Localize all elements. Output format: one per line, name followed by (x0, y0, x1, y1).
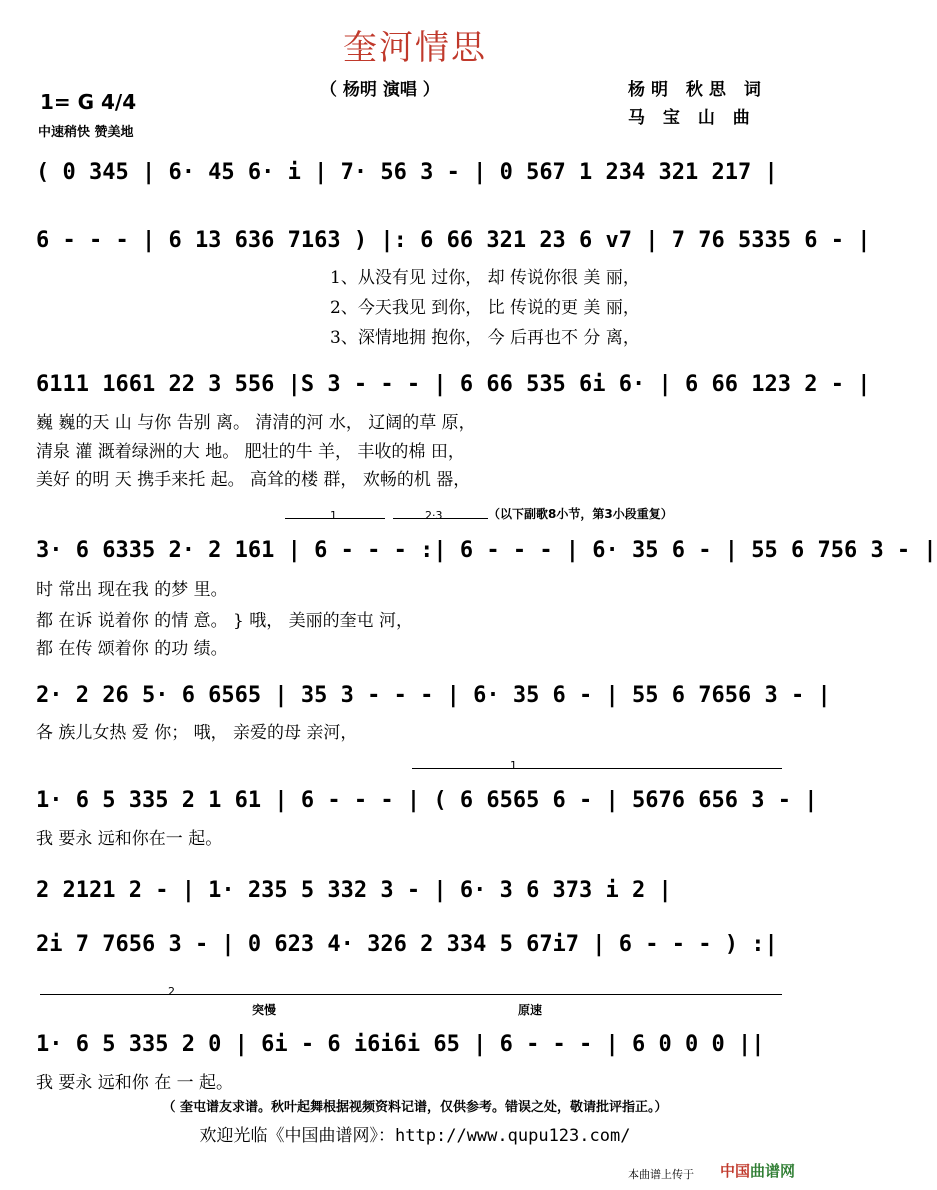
volta-1: 1 (330, 509, 337, 522)
lyric-line-4-3: 都 在传 颂着你 的功 绩。 (36, 639, 228, 659)
tempo-original: 原速 (518, 1003, 543, 1017)
lyric-line-3-3: 美好 的明 天 携手来托 起。 高耸的楼 群， 欢畅的机 器， (36, 470, 471, 490)
logo-part-b: 曲谱网 (750, 1162, 796, 1180)
tempo-slow: 突慢 (252, 1003, 277, 1017)
lyric-line-5-1: 各 族儿女热 爱 你； 哦， 亲爱的母 亲河， (36, 723, 358, 743)
lyric-line-3-2: 清泉 灌 溉着绿洲的大 地。 肥壮的牛 羊， 丰收的棉 田， (36, 442, 465, 462)
composer-credit: 马 宝 山 曲 (628, 108, 756, 128)
notation-line-5: 2· 2 26 5· 6 6565 | 35 3 - - - | 6· 35 6 - | 55 6 7656 3 - | (36, 683, 831, 708)
key-signature: 1= G 4/4 (40, 90, 137, 114)
repeat-note: （以下副歌8小节，第3小段重复） (488, 507, 673, 521)
lyric-line-2-2: 2、今天我见 到你， 比 传说的更 美 丽， (330, 298, 640, 318)
logo-part-a: 中国 (720, 1162, 751, 1180)
lyric-line-9-1: 我 要永 远和你 在 一 起。 (36, 1073, 234, 1093)
lyric-line-4-1: 时 常出 现在我 的梦 里。 (36, 580, 228, 600)
notation-line-2: 6 - - - | 6 13 636 7163 ) |: 6 66 321 23 6 v7 | 7 76 5335 6 - | (36, 228, 871, 253)
lyricist-credit: 杨明 秋思 词 (628, 80, 767, 100)
lyric-line-3-1: 巍 巍的天 山 与你 告别 离。 清清的河 水， 辽阔的草 原， (36, 413, 476, 433)
tempo-marking: 中速稍快 赞美地 (38, 125, 134, 140)
notation-line-9: 1· 6 5 335 2 0 | 6i - 6 i6i6i 65 | 6 - - - | 6 0 0 0 || (36, 1032, 765, 1057)
volta-1-second: 1 (510, 759, 517, 772)
lyric-line-2-1: 1、从没有见 过你， 却 传说你很 美 丽， (330, 268, 640, 288)
upload-label: 本曲谱上传于 (628, 1168, 694, 1181)
lyric-line-2-3: 3、深情地拥 抱你， 今 后再也不 分 离， (330, 328, 640, 348)
notation-line-7: 2 2121 2 - | 1· 235 5 332 3 - | 6· 3 6 373 i 2 | (36, 878, 672, 903)
notation-line-4: 3· 6 6335 2· 2 161 | 6 - - - :| 6 - - - | 6· 35 6 - | 55 6 756 3 - | (36, 538, 937, 563)
notation-line-8: 2i 7 7656 3 - | 0 623 4· 326 2 334 5 67i7 | 6 - - - ) :| (36, 932, 778, 957)
lyric-line-4-2: 都 在诉 说着你 的情 意。 } 哦， 美丽的奎屯 河， (36, 611, 414, 631)
welcome-text: 欢迎光临《中国曲谱网》：http://www.qupu123.com/ (199, 1126, 631, 1146)
lyric-line-6-1: 我 要永 远和你在一 起。 (36, 829, 223, 849)
notation-line-3: 6111 1661 22 3 556 |S 3 - - - | 6 66 535 6i 6· | 6 66 123 2 - | (36, 372, 871, 397)
notation-line-6: 1· 6 5 335 2 1 61 | 6 - - - | ( 6 6565 6 - | 5676 656 3 - | (36, 788, 818, 813)
volta-2: 2 (168, 985, 175, 998)
volta-2-3: 2·3 (425, 509, 443, 522)
notation-line-1: ( 0 345 | 6· 45 6· i | 7· 56 3 - | 0 567 1 234 321 217 | (36, 160, 778, 185)
site-logo (720, 1160, 795, 1181)
disclaimer-text: （ 奎屯谱友求谱。秋叶起舞根据视频资料记谱，仅供参考。错误之处，敬请批评指正。） (162, 1100, 668, 1115)
singer-credit: （ 杨明 演唱 ） (320, 80, 440, 100)
score-title: 奎河情思 (343, 28, 487, 68)
